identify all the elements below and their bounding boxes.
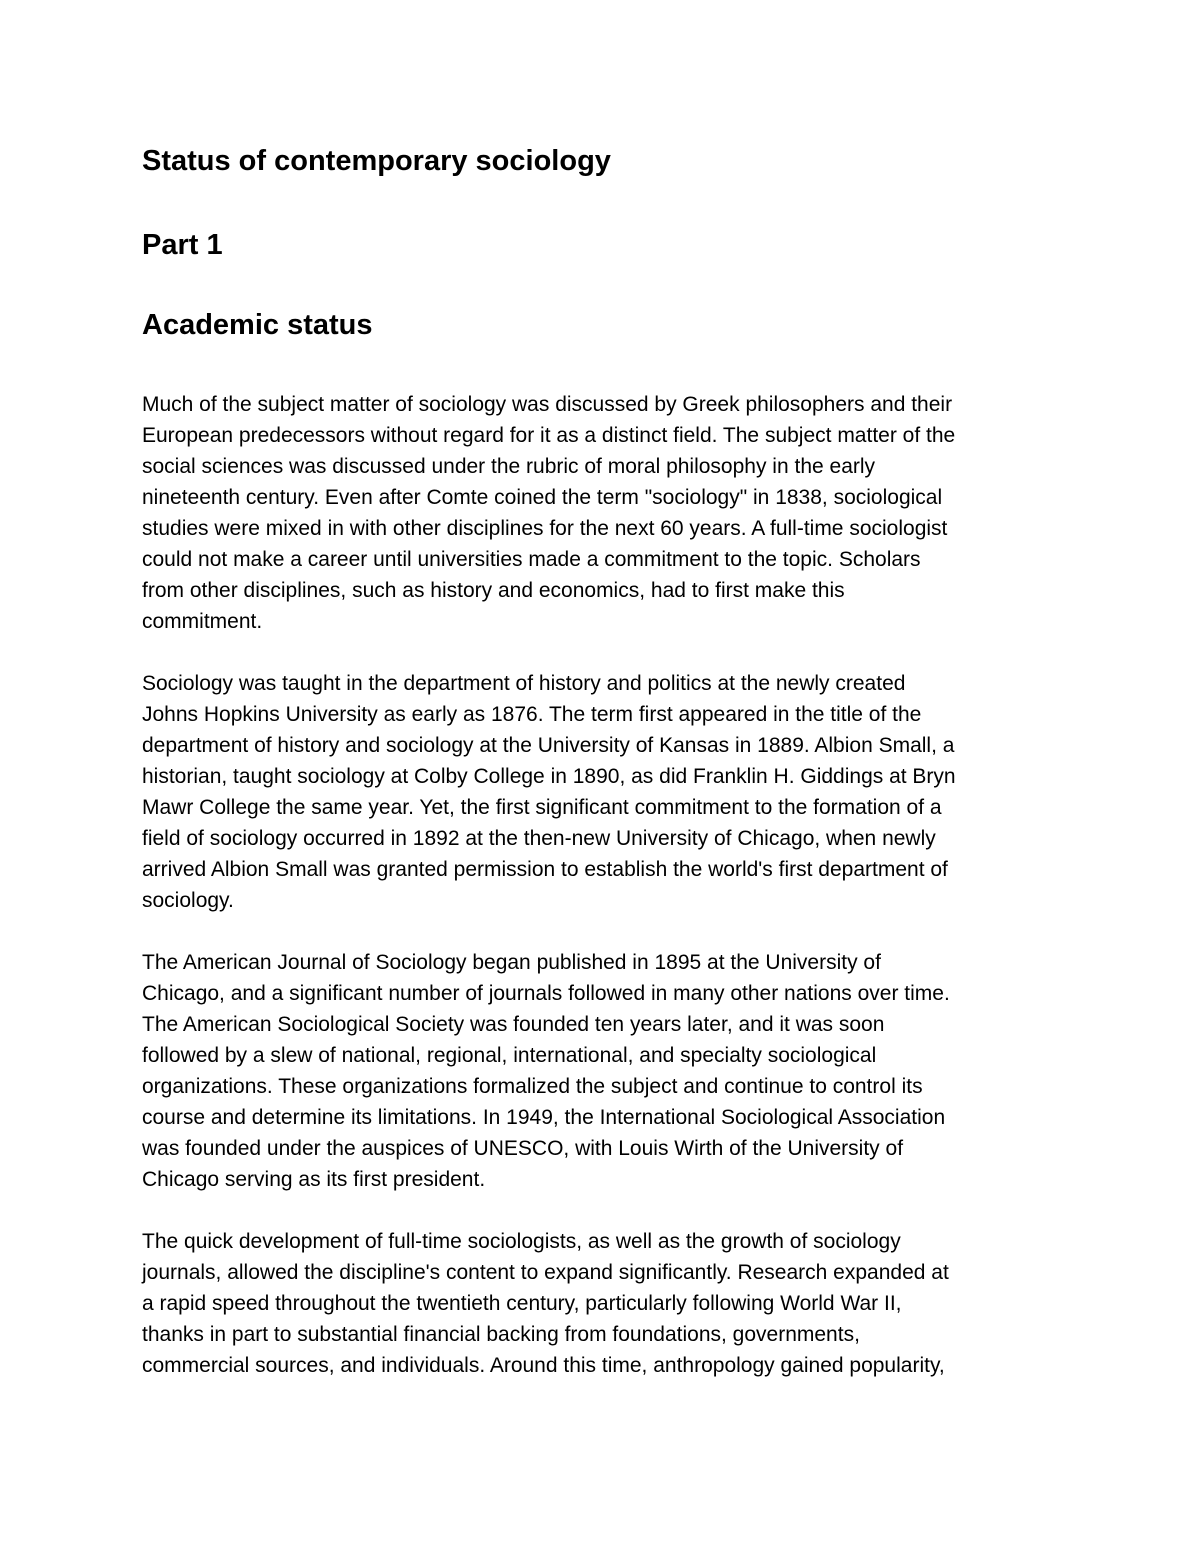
text-line: Johns Hopkins University as early as 1876. The term first appeared in the title of the <box>142 703 922 726</box>
text-line: Much of the subject matter of sociology was discussed by Greek philosophers and their <box>142 393 953 416</box>
text-line: a rapid speed throughout the twentieth century, particularly following World War II, <box>142 1292 902 1315</box>
text-line: sociology. <box>142 889 234 912</box>
text-line: organizations. These organizations formalized the subject and continue to control its <box>142 1075 923 1098</box>
text-line: thanks in part to substantial financial backing from foundations, governments, <box>142 1323 860 1346</box>
text-line: European predecessors without regard for it as a distinct field. The subject matter of the <box>142 424 956 447</box>
paragraph <box>142 947 1057 1195</box>
text-line: historian, taught sociology at Colby College in 1890, as did Franklin H. Giddings at Bryn <box>142 765 956 788</box>
text-line: The quick development of full-time sociologists, as well as the growth of sociology <box>142 1230 901 1253</box>
text-line: commitment. <box>142 610 263 633</box>
body-text <box>142 389 1057 1412</box>
paragraph <box>142 668 1057 916</box>
text-line: social sciences was discussed under the rubric of moral philosophy in the early <box>142 455 876 478</box>
text-line: was founded under the auspices of UNESCO, with Louis Wirth of the University of <box>142 1137 904 1160</box>
text-line: department of history and sociology at the University of Kansas in 1889. Albion Small, a <box>142 734 955 757</box>
text-line: course and determine its limitations. In 1949, the International Sociological Association <box>142 1106 946 1129</box>
text-line: arrived Albion Small was granted permission to establish the world's first department of <box>142 858 948 881</box>
part-heading: Part 1 <box>142 229 223 261</box>
text-line: The American Sociological Society was founded ten years later, and it was soon <box>142 1013 885 1036</box>
section-heading: Academic status <box>142 309 373 341</box>
text-line: commercial sources, and individuals. Around this time, anthropology gained popularity, <box>142 1354 945 1377</box>
text-line: followed by a slew of national, regional, international, and specialty sociological <box>142 1044 877 1067</box>
text-line: Chicago, and a significant number of journals followed in many other nations over time. <box>142 982 950 1005</box>
text-line: nineteenth century. Even after Comte coined the term "sociology" in 1838, sociological <box>142 486 943 509</box>
text-line: Mawr College the same year. Yet, the first significant commitment to the formation of a <box>142 796 942 819</box>
text-line: Chicago serving as its first president. <box>142 1168 486 1191</box>
text-line: studies were mixed in with other disciplines for the next 60 years. A full-time sociologist <box>142 517 948 540</box>
paragraph <box>142 389 1057 637</box>
text-line: The American Journal of Sociology began published in 1895 at the University of <box>142 951 881 974</box>
text-line: journals, allowed the discipline's content to expand significantly. Research expanded at <box>142 1261 949 1284</box>
document-title: Status of contemporary sociology <box>142 145 611 177</box>
text-line: could not make a career until universities made a commitment to the topic. Scholars <box>142 548 921 571</box>
text-line: from other disciplines, such as history and economics, had to first make this <box>142 579 845 602</box>
text-line: Sociology was taught in the department of history and politics at the newly created <box>142 672 906 695</box>
text-line: field of sociology occurred in 1892 at the then-new University of Chicago, when newly <box>142 827 936 850</box>
paragraph <box>142 1226 1057 1381</box>
